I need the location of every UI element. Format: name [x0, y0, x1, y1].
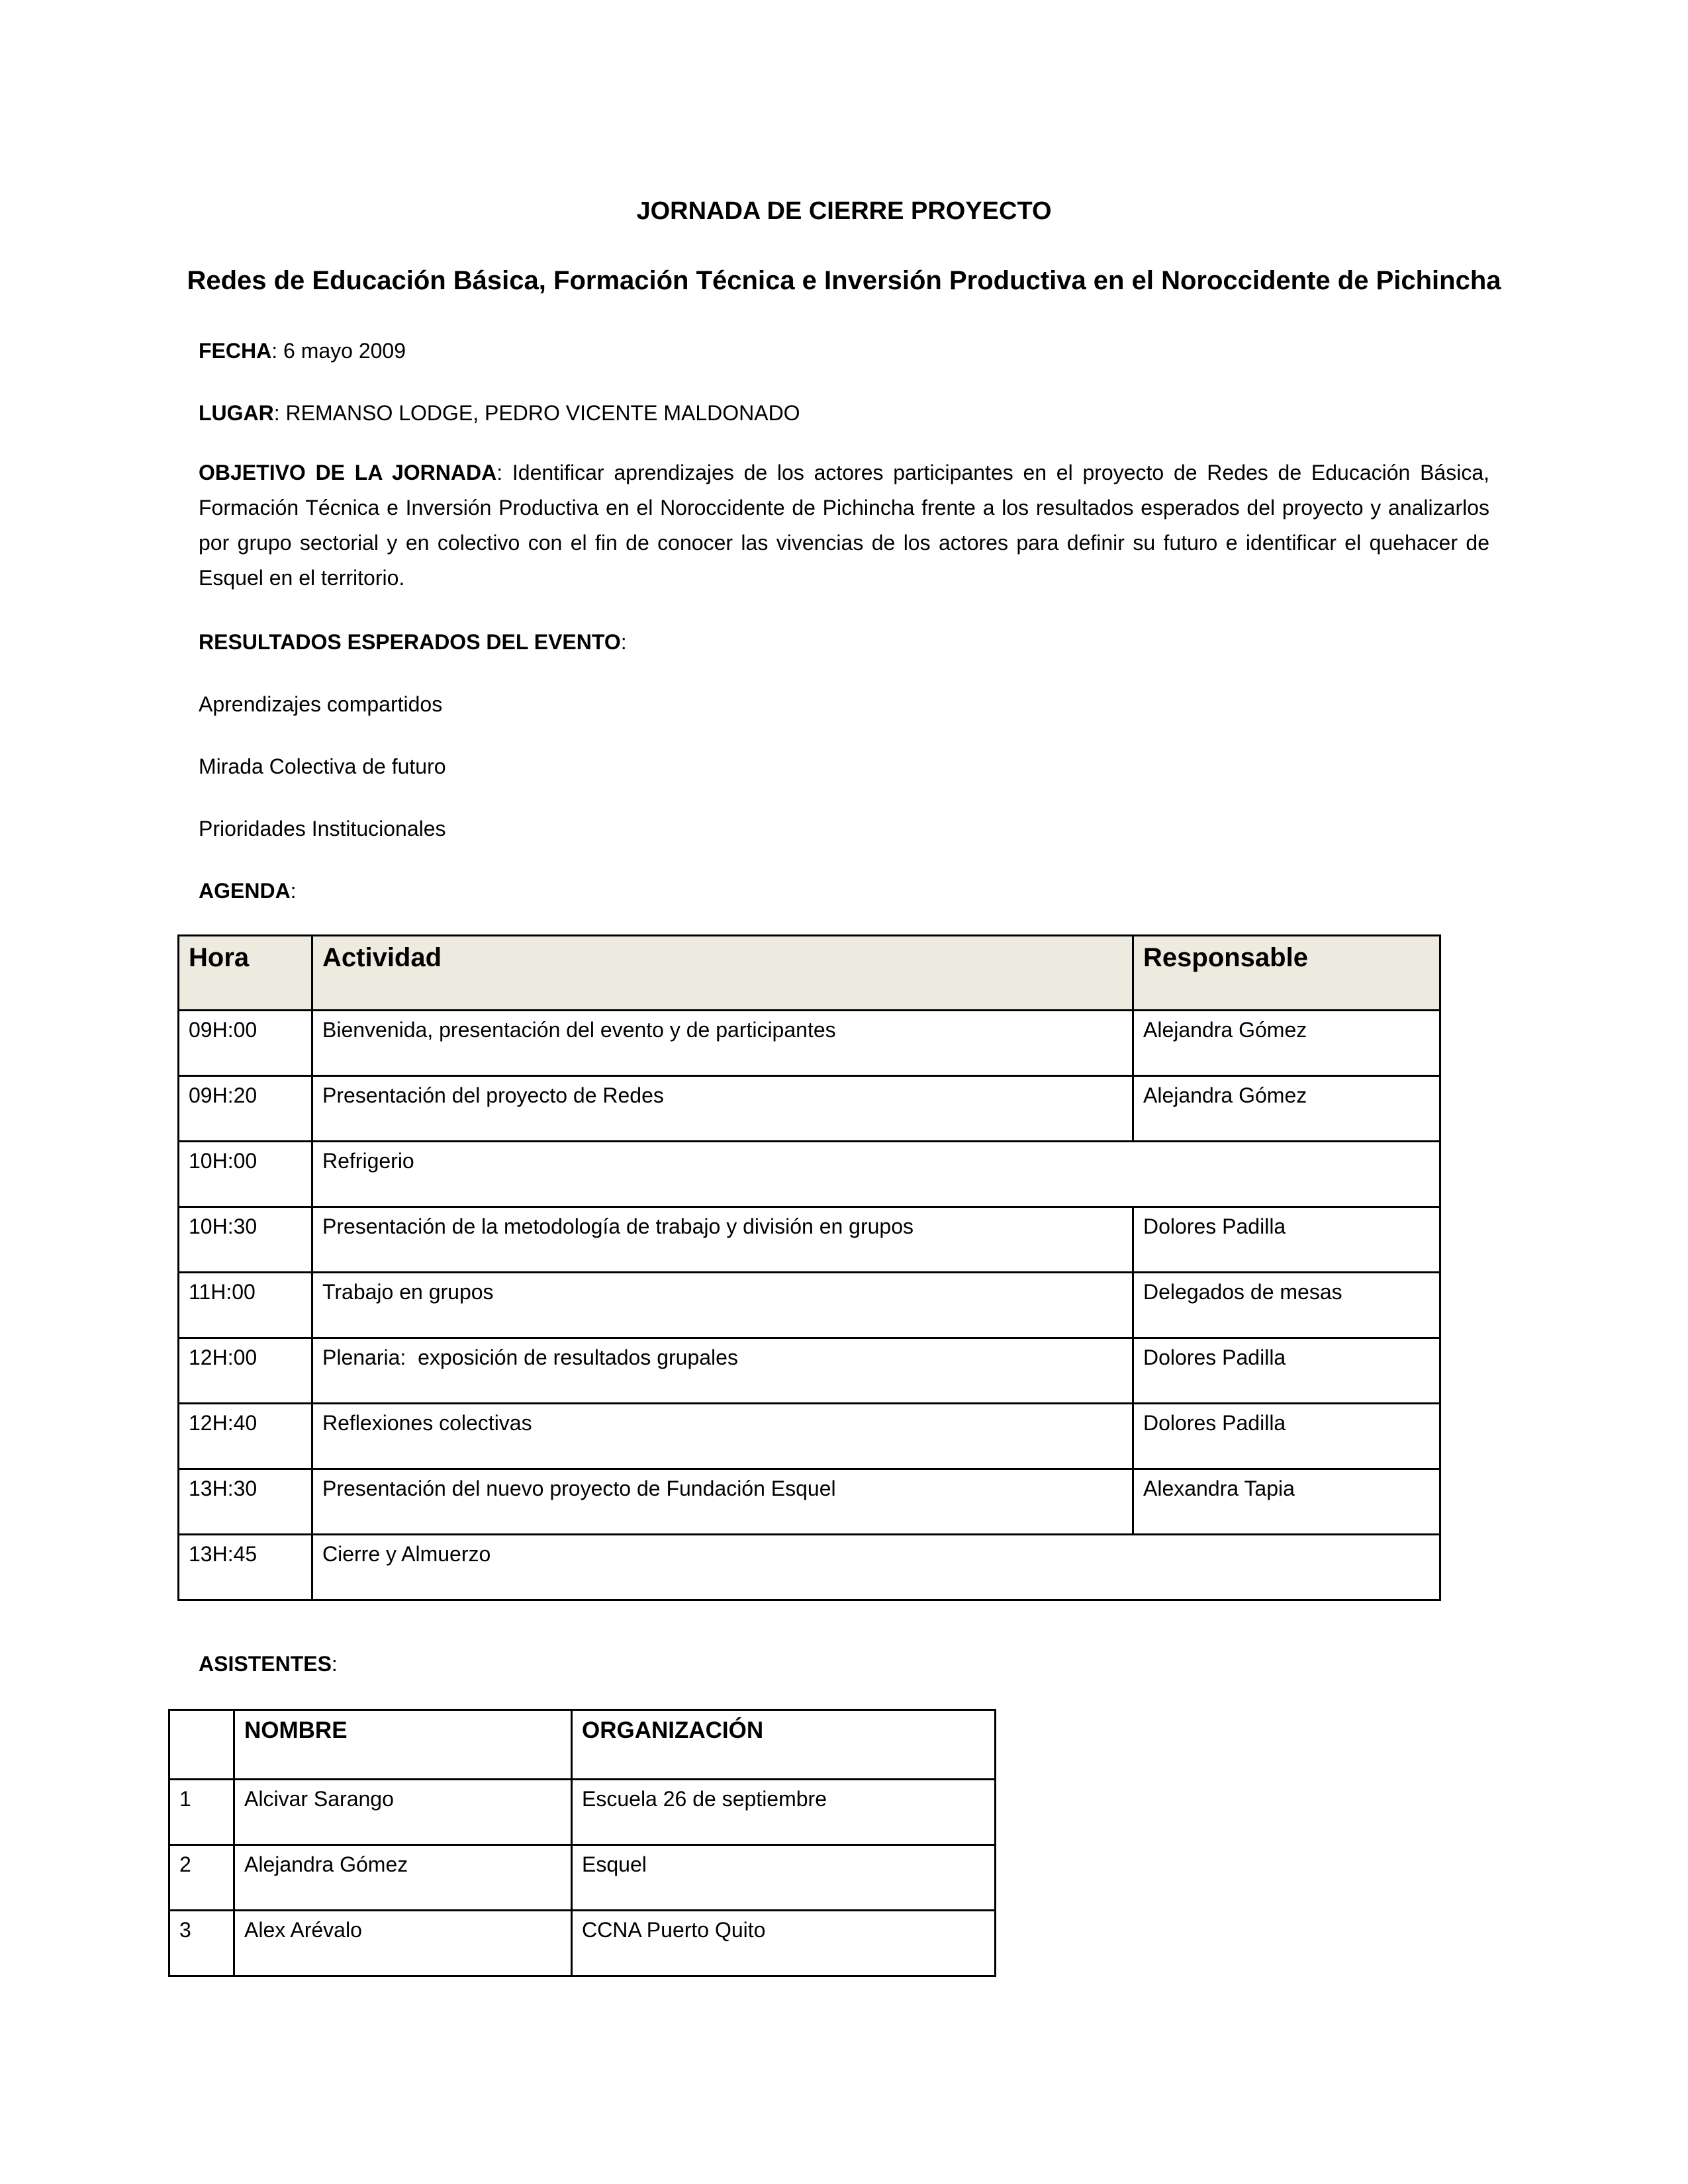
agenda-actividad: Plenaria: exposición de resultados grupales [312, 1338, 1133, 1404]
agenda-responsable: Delegados de mesas [1133, 1273, 1440, 1338]
asistente-number: 3 [169, 1911, 234, 1976]
agenda-actividad: Presentación de la metodología de trabajo y división en grupos [312, 1207, 1133, 1273]
asistente-number: 2 [169, 1845, 234, 1911]
asistentes-header-row [169, 1710, 996, 1780]
agenda-header-responsable: Responsable [1133, 936, 1440, 1011]
agenda-header-row [179, 936, 1440, 1011]
agenda-hora: 10H:00 [179, 1142, 312, 1207]
agenda-actividad: Presentación del proyecto de Redes [312, 1076, 1133, 1142]
resultados-heading: RESULTADOS ESPERADOS DEL EVENTO: [199, 630, 627, 654]
objetivo-label: OBJETIVO DE LA JORNADA [199, 461, 497, 484]
agenda-responsable: Dolores Padilla [1133, 1338, 1440, 1404]
agenda-actividad: Bienvenida, presentación del evento y de participantes [312, 1011, 1133, 1076]
asistente-nombre: Alejandra Gómez [234, 1845, 572, 1911]
lugar-label: LUGAR [199, 401, 274, 425]
asistentes-heading: ASISTENTES: [199, 1652, 338, 1676]
asistente-row [169, 1845, 996, 1911]
agenda-actividad: Reflexiones colectivas [312, 1404, 1133, 1469]
asistentes-header-nombre: NOMBRE [234, 1710, 572, 1780]
lugar-value: : REMANSO LODGE, PEDRO VICENTE MALDONADO [273, 401, 800, 425]
agenda-responsable: Dolores Padilla [1133, 1404, 1440, 1469]
agenda-actividad: Cierre y Almuerzo [312, 1535, 1440, 1600]
asistente-row [169, 1780, 996, 1845]
agenda-responsable: Alexandra Tapia [1133, 1469, 1440, 1535]
resultado-item: Prioridades Institucionales [199, 817, 446, 841]
fecha-line [199, 338, 406, 364]
agenda-actividad: Presentación del nuevo proyecto de Fundación Esquel [312, 1469, 1133, 1535]
agenda-hora: 13H:45 [179, 1535, 312, 1600]
resultados-label: RESULTADOS ESPERADOS DEL EVENTO [199, 630, 621, 654]
asistentes-label: ASISTENTES [199, 1652, 332, 1676]
agenda-hora: 09H:00 [179, 1011, 312, 1076]
agenda-hora: 10H:30 [179, 1207, 312, 1273]
document-title: JORNADA DE CIERRE PROYECTO [636, 197, 1052, 225]
agenda-actividad: Refrigerio [312, 1142, 1440, 1207]
asistente-nombre: Alex Arévalo [234, 1911, 572, 1976]
asistente-nombre: Alcivar Sarango [234, 1780, 572, 1845]
agenda-row [179, 1207, 1440, 1273]
lugar-line [199, 400, 800, 426]
agenda-row [179, 1142, 1440, 1207]
asistentes-header-organizacion: ORGANIZACIÓN [572, 1710, 996, 1780]
agenda-header-actividad: Actividad [312, 936, 1133, 1011]
fecha-value: : 6 mayo 2009 [271, 339, 406, 363]
asistentes-table [168, 1709, 996, 1977]
agenda-row [179, 1338, 1440, 1404]
agenda-responsable: Alejandra Gómez [1133, 1076, 1440, 1142]
agenda-responsable: Dolores Padilla [1133, 1207, 1440, 1273]
objetivo-paragraph [199, 455, 1489, 596]
agenda-responsable: Alejandra Gómez [1133, 1011, 1440, 1076]
agenda-header-hora: Hora [179, 936, 312, 1011]
agenda-row [179, 1076, 1440, 1142]
agenda-actividad: Trabajo en grupos [312, 1273, 1133, 1338]
fecha-label: FECHA [199, 339, 272, 363]
agenda-hora: 12H:00 [179, 1338, 312, 1404]
agenda-row [179, 1404, 1440, 1469]
agenda-hora: 13H:30 [179, 1469, 312, 1535]
agenda-label: AGENDA [199, 879, 291, 903]
agenda-hora: 11H:00 [179, 1273, 312, 1338]
asistentes-header-number [169, 1710, 234, 1780]
document-subtitle: Redes de Educación Básica, Formación Técnica e Inversión Productiva en el Noroccidente de Pichincha [187, 266, 1501, 295]
agenda-row [179, 1273, 1440, 1338]
asistente-number: 1 [169, 1780, 234, 1845]
agenda-row [179, 1535, 1440, 1600]
agenda-hora: 09H:20 [179, 1076, 312, 1142]
agenda-hora: 12H:40 [179, 1404, 312, 1469]
objetivo-value: : Identificar aprendizajes de los actores participantes en el proyecto de Redes de Educación Básica, Formación Técnica e Inversión Productiva en el Noroccidente de Pichincha frente a los resultados esperados del proyecto y analizarlos por grupo sectorial y en colectivo con el fin de conocer las vivencias de los actores para definir su futuro e identificar el quehacer de Esquel en el territorio. [199, 461, 1490, 590]
asistente-organizacion: Esquel [572, 1845, 996, 1911]
resultado-item: Aprendizajes compartidos [199, 692, 443, 716]
resultado-item: Mirada Colectiva de futuro [199, 754, 446, 778]
agenda-heading: AGENDA: [199, 879, 297, 903]
agenda-table [177, 934, 1441, 1601]
agenda-row [179, 1011, 1440, 1076]
asistente-organizacion: CCNA Puerto Quito [572, 1911, 996, 1976]
asistente-organizacion: Escuela 26 de septiembre [572, 1780, 996, 1845]
asistente-row [169, 1911, 996, 1976]
agenda-row [179, 1469, 1440, 1535]
